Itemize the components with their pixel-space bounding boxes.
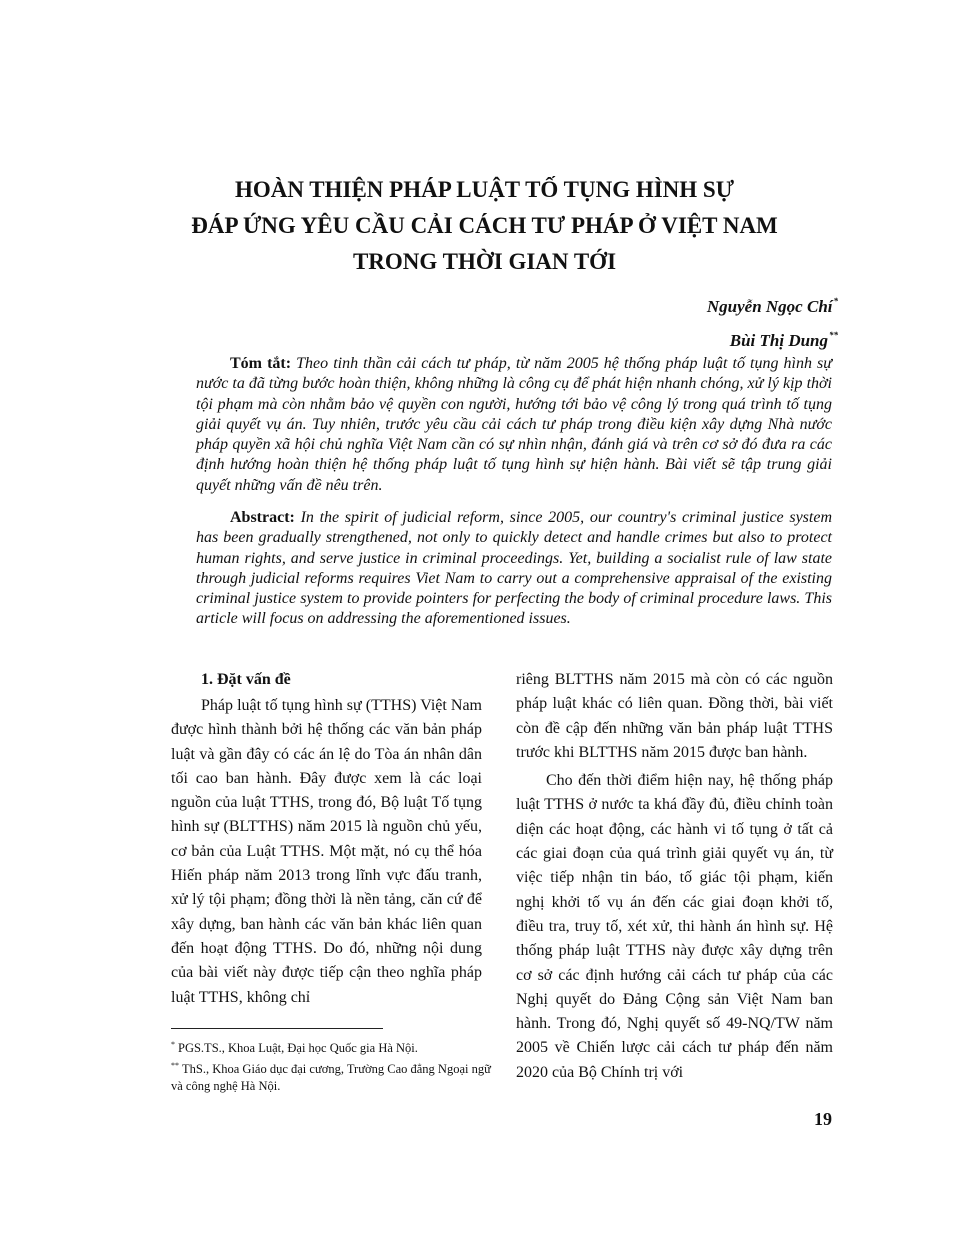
body-paragraph: riêng BLTTHS năm 2015 mà còn có các nguồn pháp luật khác có liên quan. Đồng thời, bài viết còn đề cập đến những văn bản pháp luật TTHS trước khi BLTTHS năm 2015 được ban hành. [516, 671, 833, 761]
footnote-mark: ** [829, 330, 838, 340]
footnote: ** ThS., Khoa Giáo dục đại cương, Trường Cao đẳng Ngoại ngữ và công nghệ Hà Nội. [171, 1061, 491, 1093]
right-column [516, 668, 833, 1085]
footnote-mark: * [833, 296, 838, 306]
body-paragraph: Pháp luật tố tụng hình sự (TTHS) Việt Nam được hình thành bởi hệ thống các văn bản pháp luật và gần đây có các án lệ do Tòa án nhân dân tối cao ban hành. Đây được xem là các loại nguồn của luật TTHS, trong đó, Bộ luật Tố tụng hình sự (BLTTHS) năm 2015 là nguồn chủ yếu, cơ bản của Luật TTHS. Một mặt, nó cụ thể hóa Hiến pháp năm 2013 trong lĩnh vực đấu tranh, xử lý tội phạm; đồng thời là nền tảng, căn cứ để xây dựng, ban hành các văn bản khác liên quan đến hoạt động TTHS. Do đó, những nội dung của bài viết này được tiếp cận theo nghĩa pháp luật TTHS, không chỉ [171, 697, 482, 1006]
footnote-divider [171, 1028, 383, 1029]
article-title [120, 172, 849, 280]
body-paragraph: Cho đến thời điểm hiện nay, hệ thống pháp luật TTHS ở nước ta khá đầy đủ, điều chỉnh toàn diện các hoạt động, các hành vi tố tụng ở tất cả các giai đoạn của quá trình giải quyết vụ án, từ việc tiếp nhận tin báo, tố giác tội phạm, kiến nghị khởi tố vụ án đến các giai đoạn khởi tố, điều tra, truy tố, xét xử, thi hành án hình sự. Hệ thống pháp luật TTHS này được xây dựng trên cơ sở các định hướng cải cách tư pháp của các Nghị quyết do Đảng Cộng sản Việt Nam ban hành. Trong đó, Nghị quyết số 49-NQ/TW năm 2005 về Chiến lược cải cách tư pháp đến năm 2020 của Bộ Chính trị với [516, 772, 833, 1081]
section-heading: 1. Đặt vấn đề [201, 671, 291, 688]
title-line: HOÀN THIỆN PHÁP LUẬT TỐ TỤNG HÌNH SỰ [234, 177, 735, 202]
author-name: Nguyễn Ngọc Chí* [706, 296, 838, 316]
abstract-label: Abstract: [230, 509, 295, 526]
title-line: ĐÁP ỨNG YÊU CẦU CẢI CÁCH TƯ PHÁP Ở VIỆT NAM [191, 213, 778, 238]
title-line: TRONG THỜI GIAN TỚI [352, 249, 617, 274]
abstract-label: Tóm tắt: [230, 355, 292, 372]
author-list [707, 287, 838, 355]
footnotes [171, 1036, 491, 1095]
vietnamese-abstract [196, 354, 832, 496]
author-name: Bùi Thị Dung** [729, 330, 838, 350]
abstract-text: Theo tinh thần cải cách tư pháp, từ năm 2005 hệ thống pháp luật tố tụng hình sự nước ta đã từng bước hoàn thiện, không những là công cụ để phát hiện nhanh chóng, xử lý kịp thời tội phạm mà còn nhằm bảo vệ quyền con người, hướng tới bảo vệ công lý trong quá trình tố tụng giải quyết vụ án. Tuy nhiên, trước yêu cầu cải cách tư pháp trong điều kiện xây dựng Nhà nước pháp quyền xã hội chủ nghĩa Việt Nam cần có sự nhìn nhận, đánh giá và trên cơ sở đó đưa ra các định hướng hoàn thiện hệ thống pháp luật tố tụng hình sự hiện hành. Bài viết sẽ tập trung giải quyết những vấn đề nêu trên. [196, 355, 833, 494]
left-column [171, 668, 482, 1010]
english-abstract [196, 508, 832, 630]
footnote: * PGS.TS., Khoa Luật, Đại học Quốc gia Hà Nội. [171, 1040, 418, 1055]
page-number: 19 [814, 1109, 832, 1129]
abstract-text: In the spirit of judicial reform, since 2005, our country's criminal justice system has been gradually strengthened, not only to quickly detect and handle crimes but also to protect human rights, and serve justice in criminal proceedings. Yet, building a socialist rule of law state through judicial reforms requires Viet Nam to carry out a comprehensive appraisal of the existing criminal justice system to provide pointers for perfecting the body of criminal procedure laws. This article will focus on addressing the aforementioned issues. [196, 509, 833, 628]
